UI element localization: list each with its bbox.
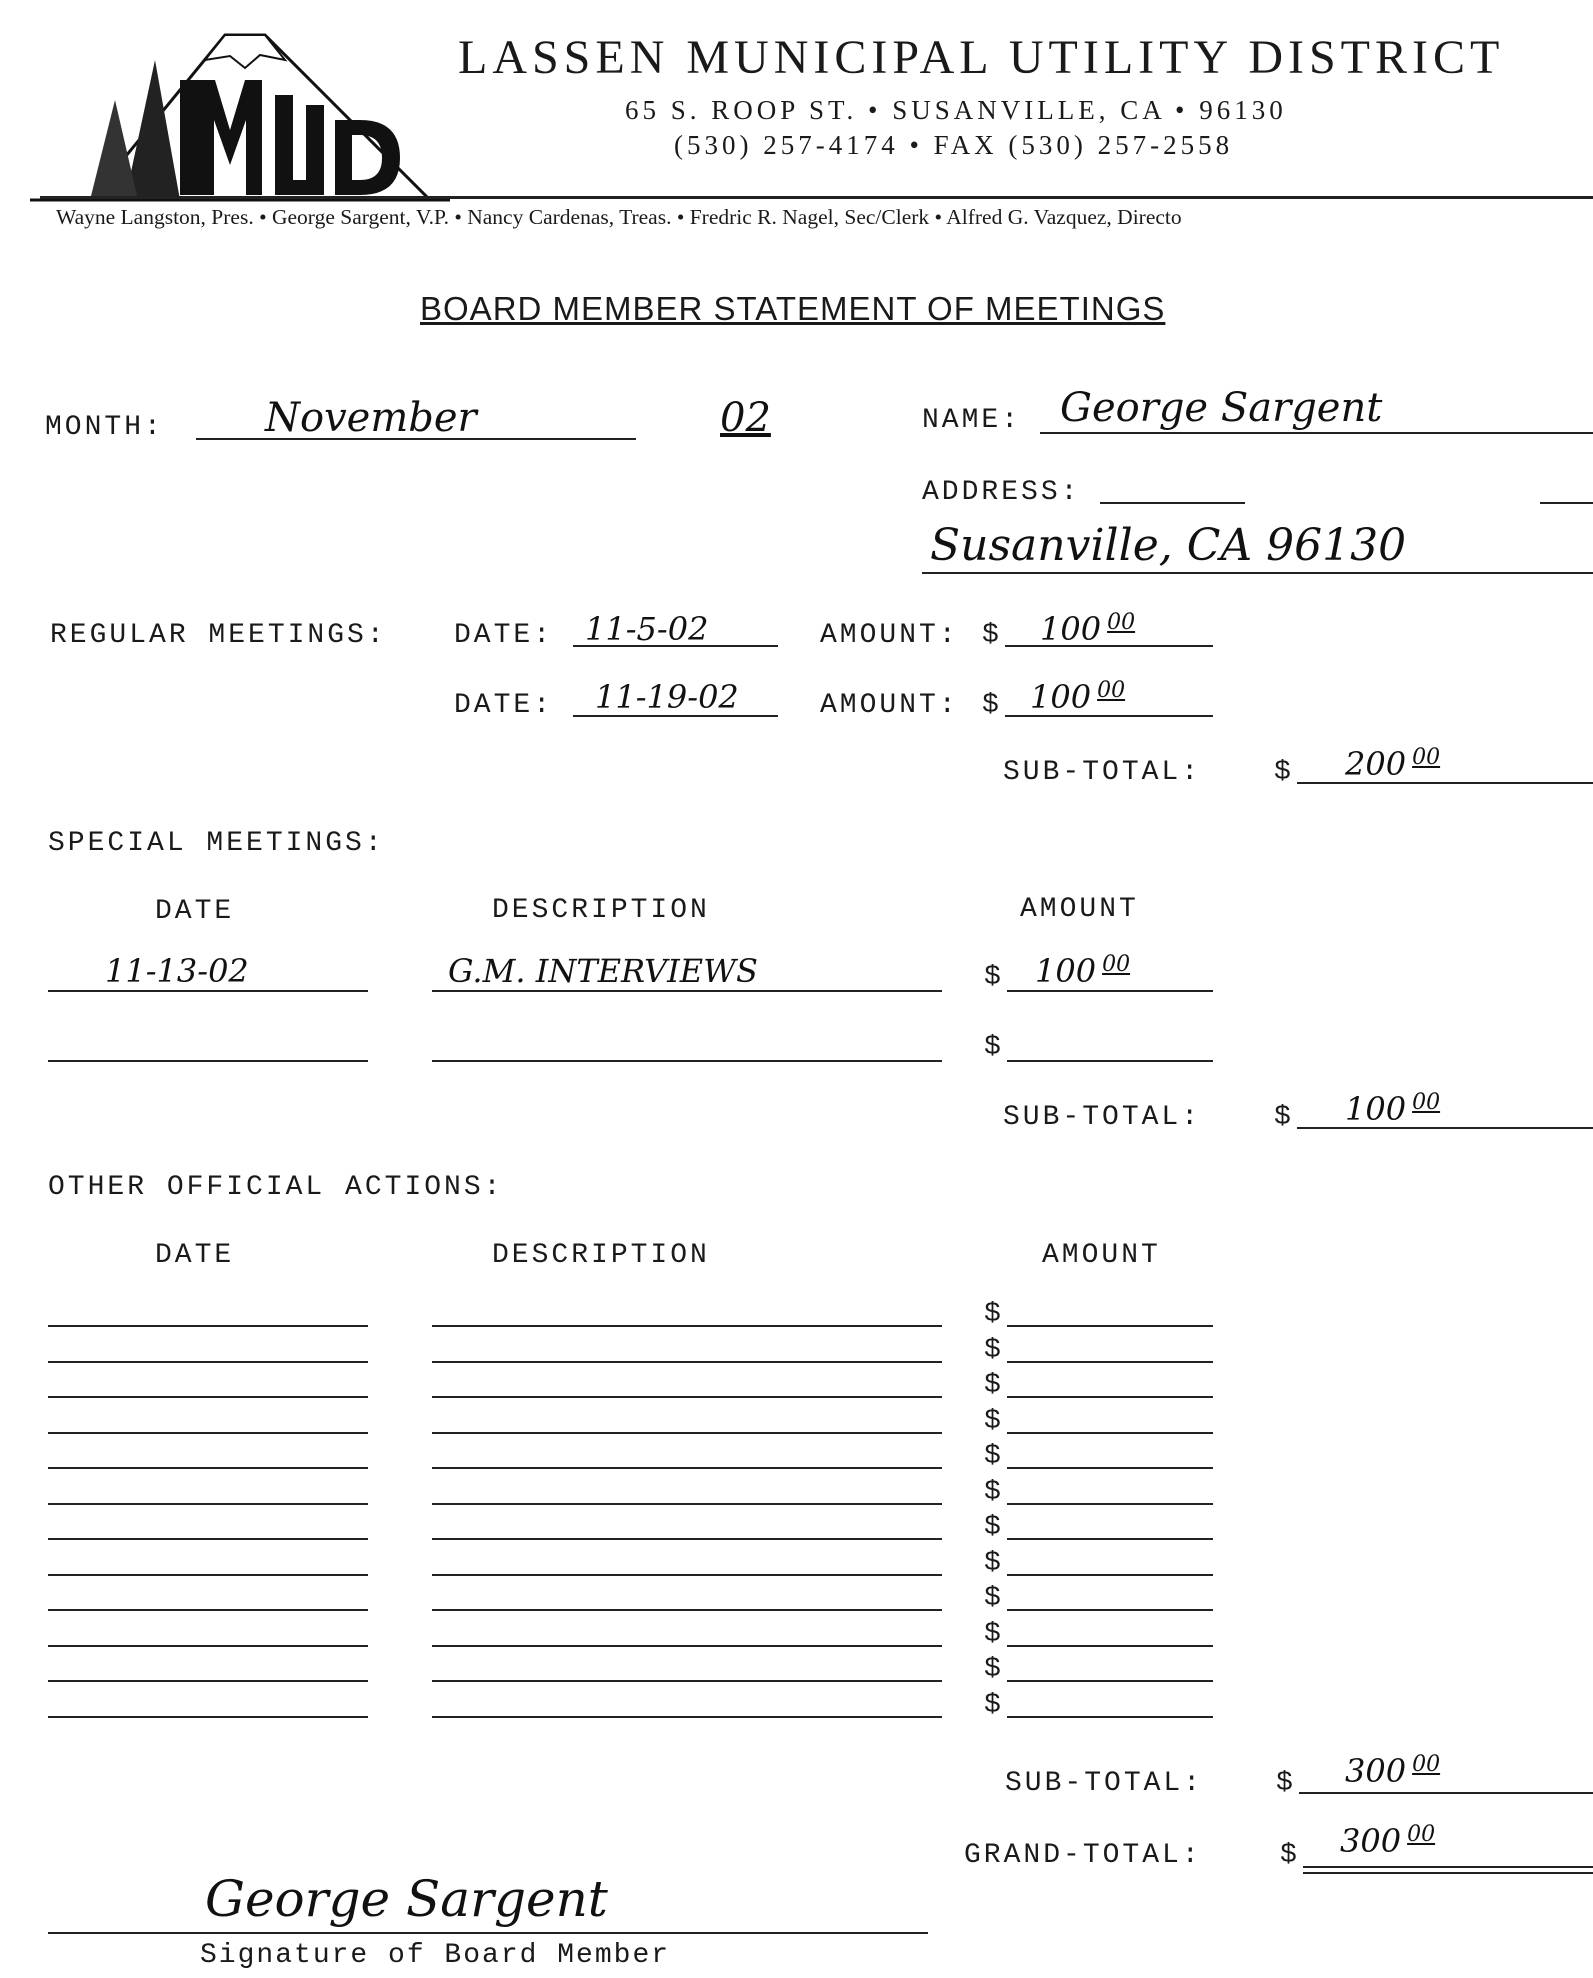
- regular-date-label: DATE:: [454, 620, 554, 651]
- currency-sign: $: [1274, 757, 1294, 788]
- address-field-line-2: [922, 572, 1593, 574]
- form-title: BOARD MEMBER STATEMENT OF MEETINGS: [420, 290, 1166, 327]
- special-amount-value: 100 $^{00}$: [1035, 952, 1131, 990]
- special-description-line: [432, 1060, 942, 1062]
- other-description-line: [432, 1396, 942, 1398]
- other-date-line: [48, 1396, 368, 1398]
- grand-total-line-double: [1303, 1872, 1593, 1874]
- other-amount-line: [1007, 1503, 1213, 1505]
- other-amount-line: [1007, 1467, 1213, 1469]
- currency-sign: $: [984, 1335, 1004, 1366]
- currency-sign: $: [984, 1654, 1004, 1685]
- other-subtotal-line: [1299, 1792, 1593, 1794]
- currency-sign: $: [984, 1690, 1004, 1721]
- other-date-line: [48, 1716, 368, 1718]
- special-subtotal-line: [1297, 1127, 1593, 1129]
- regular-amount-value: 100 $^{00}$: [1040, 610, 1136, 648]
- other-amount-line: [1007, 1574, 1213, 1576]
- currency-sign: $: [982, 620, 1002, 651]
- month-label: MONTH:: [45, 412, 164, 443]
- other-amount-line: [1007, 1396, 1213, 1398]
- regular-amount-label: AMOUNT:: [820, 620, 959, 651]
- currency-sign: $: [984, 1477, 1004, 1508]
- special-subtotal-label: SUB-TOTAL:: [1003, 1102, 1202, 1133]
- special-amount-line: [1007, 1060, 1213, 1062]
- other-date-line: [48, 1538, 368, 1540]
- other-date-line: [48, 1680, 368, 1682]
- letterhead-rule: [40, 196, 1593, 199]
- other-description-line: [432, 1538, 942, 1540]
- regular-amount-value: 100 $^{00}$: [1030, 678, 1126, 716]
- special-subtotal-value: 100 $^{00}$: [1345, 1090, 1441, 1128]
- signature-caption: Signature of Board Member: [200, 1940, 671, 1971]
- org-phone-fax: (530) 257-4174 • FAX (530) 257-2558: [674, 130, 1234, 160]
- special-date-value: 11-13-02: [105, 952, 249, 990]
- other-amount-line: [1007, 1361, 1213, 1363]
- regular-amount-label: AMOUNT:: [820, 690, 959, 721]
- regular-date-value: 11-5-02: [585, 610, 709, 648]
- currency-sign: $: [982, 690, 1002, 721]
- currency-sign: $: [984, 1548, 1004, 1579]
- other-description-line: [432, 1574, 942, 1576]
- other-description-line: [432, 1467, 942, 1469]
- currency-sign: $: [984, 1032, 1004, 1063]
- other-subtotal-value: 300 $^{00}$: [1345, 1752, 1441, 1790]
- grand-total-line: [1303, 1866, 1593, 1868]
- regular-subtotal-value: 200 $^{00}$: [1345, 745, 1441, 783]
- other-date-line: [48, 1574, 368, 1576]
- month-value: November: [265, 395, 477, 441]
- currency-sign: $: [1276, 1768, 1296, 1799]
- other-col-date: DATE: [155, 1240, 235, 1271]
- address-line-2: Susanville, CA 96130: [930, 520, 1407, 571]
- currency-sign: $: [984, 1370, 1004, 1401]
- org-name: LASSEN MUNICIPAL UTILITY DISTRICT: [458, 31, 1505, 84]
- other-actions-label: OTHER OFFICIAL ACTIONS:: [48, 1172, 504, 1203]
- other-amount-line: [1007, 1645, 1213, 1647]
- other-description-line: [432, 1609, 942, 1611]
- currency-sign: $: [1274, 1102, 1294, 1133]
- name-value: George Sargent: [1060, 385, 1383, 431]
- other-date-line: [48, 1432, 368, 1434]
- other-description-line: [432, 1503, 942, 1505]
- currency-sign: $: [984, 962, 1004, 993]
- other-amount-line: [1007, 1325, 1213, 1327]
- address-field-line-1b: [1540, 502, 1593, 504]
- other-amount-line: [1007, 1680, 1213, 1682]
- other-amount-line: [1007, 1716, 1213, 1718]
- other-col-amount: AMOUNT: [1042, 1240, 1161, 1271]
- regular-meetings-label: REGULAR MEETINGS:: [50, 620, 387, 651]
- org-address: 65 S. ROOP ST. • SUSANVILLE, CA • 96130: [625, 95, 1287, 125]
- other-date-line: [48, 1325, 368, 1327]
- name-field-line: [1040, 432, 1593, 434]
- grand-total-label: GRAND-TOTAL:: [964, 1840, 1202, 1871]
- currency-sign: $: [984, 1441, 1004, 1472]
- other-description-line: [432, 1645, 942, 1647]
- address-label: ADDRESS:: [922, 477, 1081, 508]
- year-value: 02: [720, 395, 771, 441]
- regular-date-value: 11-19-02: [595, 678, 739, 716]
- board-member-signature: George Sargent: [205, 1870, 608, 1928]
- other-amount-line: [1007, 1609, 1213, 1611]
- other-amount-line: [1007, 1432, 1213, 1434]
- other-description-line: [432, 1716, 942, 1718]
- special-date-line: [48, 1060, 368, 1062]
- other-description-line: [432, 1680, 942, 1682]
- officers-line: Wayne Langston, Pres. • George Sargent, V.P. • Nancy Cardenas, Treas. • Fredric R. Nagel, Sec/Clerk • Alfred G. Vazquez, Directo: [56, 205, 1182, 229]
- other-date-line: [48, 1609, 368, 1611]
- regular-subtotal-line: [1297, 782, 1593, 784]
- special-description-line: [432, 990, 942, 992]
- special-col-description: DESCRIPTION: [492, 895, 710, 926]
- currency-sign: $: [984, 1406, 1004, 1437]
- other-description-line: [432, 1432, 942, 1434]
- other-date-line: [48, 1467, 368, 1469]
- regular-subtotal-label: SUB-TOTAL:: [1003, 757, 1202, 788]
- currency-sign: $: [1280, 1840, 1300, 1871]
- signature-line: [48, 1932, 928, 1934]
- grand-total-value: 300 $^{00}$: [1340, 1822, 1436, 1860]
- other-date-line: [48, 1503, 368, 1505]
- regular-date-label: DATE:: [454, 690, 554, 721]
- other-subtotal-label: SUB-TOTAL:: [1005, 1768, 1204, 1799]
- special-amount-line: [1007, 990, 1213, 992]
- other-amount-line: [1007, 1538, 1213, 1540]
- currency-sign: $: [984, 1619, 1004, 1650]
- special-meetings-label: SPECIAL MEETINGS:: [48, 828, 385, 859]
- currency-sign: $: [984, 1583, 1004, 1614]
- special-col-date: DATE: [155, 896, 235, 927]
- special-date-line: [48, 990, 368, 992]
- other-description-line: [432, 1361, 942, 1363]
- other-date-line: [48, 1645, 368, 1647]
- address-field-line-1: [1100, 502, 1245, 504]
- special-description-value: G.M. INTERVIEWS: [448, 952, 758, 990]
- special-col-amount: AMOUNT: [1020, 894, 1139, 925]
- other-description-line: [432, 1325, 942, 1327]
- lmud-logo: [30, 20, 450, 205]
- name-label: NAME:: [922, 405, 1022, 436]
- other-date-line: [48, 1361, 368, 1363]
- currency-sign: $: [984, 1512, 1004, 1543]
- currency-sign: $: [984, 1299, 1004, 1330]
- other-col-description: DESCRIPTION: [492, 1240, 710, 1271]
